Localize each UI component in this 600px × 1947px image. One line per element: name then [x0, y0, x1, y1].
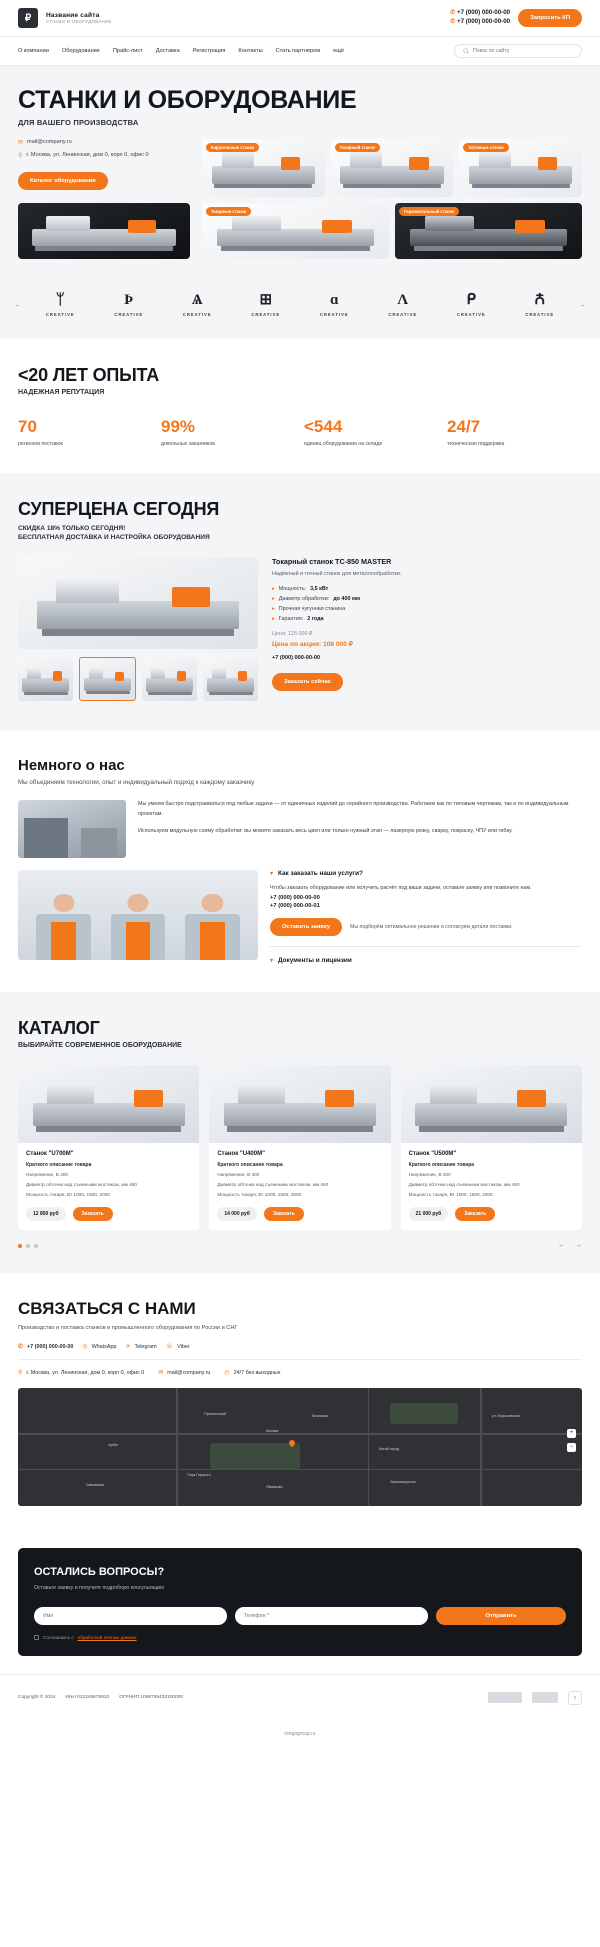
- contact-whatsapp-label: WhatsApp: [91, 1343, 117, 1350]
- mail-icon: ✉: [18, 139, 24, 146]
- footer-megagroup[interactable]: megagroup.ru: [284, 1730, 316, 1737]
- pin-icon: ⚲: [18, 152, 23, 159]
- questions-subtitle: Оставьте заявку и получите подробную консультацию: [34, 1585, 165, 1592]
- nav-item-delivery[interactable]: Доставка: [155, 48, 180, 54]
- footer-inn: ИНН 012345678910: [65, 1695, 110, 1701]
- header-phone-1-row[interactable]: [450, 9, 510, 18]
- stat-value: <544: [304, 416, 343, 436]
- brand-glyph-icon: ɑ: [329, 291, 339, 308]
- brand-glyph-icon: ⊞: [259, 291, 273, 308]
- superprice-main-image[interactable]: [18, 557, 258, 649]
- hero-info-column: [18, 139, 190, 197]
- catalog-title: КАТАЛОГ: [18, 1018, 100, 1039]
- building-shape: [24, 818, 67, 859]
- experience-section: [0, 339, 600, 473]
- spec-value: 2 года: [307, 616, 324, 623]
- payment-badge-icon-2: [532, 1692, 558, 1703]
- superprice-gallery: [18, 557, 258, 701]
- phone-icon: ✆: [450, 10, 456, 17]
- map-road: [368, 1388, 370, 1506]
- product-card-footer: [26, 1207, 191, 1221]
- stat-value: 70: [18, 416, 37, 436]
- stat-value: 24/7: [447, 416, 481, 436]
- search-box[interactable]: [454, 44, 582, 58]
- about-paragraph-2: Используем модульную схему обработки: вы можете заказать весь цикл или только нужный этап — лазерную резку, сварку, покраску, ЧПУ или гибку.: [138, 828, 513, 835]
- catalog-section: [0, 992, 600, 1273]
- brand-glyph-icon: Ꙉ: [534, 291, 546, 308]
- contact-email[interactable]: [158, 1369, 210, 1376]
- product-card-name: Станок "U700M": [26, 1151, 74, 1158]
- brand-caption: CREATIVE: [319, 311, 349, 317]
- search-input[interactable]: [473, 48, 573, 54]
- hero-columns: [18, 139, 582, 197]
- map-label: Замоскворечье: [390, 1480, 416, 1485]
- mail-icon: ✉: [158, 1370, 164, 1377]
- hero-email: mail@company.ru: [27, 139, 72, 145]
- brand-item[interactable]: [369, 293, 438, 317]
- machine-illustration: [18, 657, 73, 701]
- spec-row: [272, 586, 582, 592]
- product-card-spec-1: Напряжение, В 400: [217, 1172, 260, 1178]
- consent-text: Соглашаюсь с: [43, 1634, 74, 1640]
- product-card-spec-2: Диаметр обточки над съемными мостиком, мм 460: [408, 1182, 520, 1188]
- header-phone-1: +7 (000) 000-00-00: [456, 9, 511, 17]
- brand-caption: CREATIVE: [456, 311, 486, 317]
- experience-subtitle: НАДЕЖНАЯ РЕПУТАЦИЯ: [18, 388, 105, 396]
- catalog-next-arrow[interactable]: →: [575, 1242, 582, 1250]
- machine-illustration: [209, 1065, 390, 1143]
- contact-email-value: mail@company.ru: [167, 1369, 211, 1376]
- spec-value: 3,5 кВт: [310, 586, 329, 593]
- hero-feature-image[interactable]: [18, 203, 190, 259]
- leave-request-button[interactable]: Оставить заявку: [270, 918, 342, 936]
- brand-glyph-icon: ᑭ: [466, 291, 476, 308]
- hero-tile-horizontal[interactable]: [395, 203, 582, 259]
- carousel-dot[interactable]: [26, 1244, 30, 1248]
- product-card-spec-1: Напряжение, В 400: [26, 1172, 69, 1178]
- questions-block: [18, 1548, 582, 1655]
- spec-label: Мощность:: [278, 586, 307, 593]
- map-zoom-in-button[interactable]: +: [567, 1429, 576, 1438]
- hero-address: г. Москва, ул. Ленинская, дом 0, корп 0, офис 0: [26, 152, 149, 158]
- phone-input[interactable]: [235, 1607, 428, 1625]
- superprice-body: [18, 557, 582, 701]
- accordion-divider: [270, 946, 582, 947]
- accordion-title-2: Документы и лицензии: [278, 957, 352, 965]
- spec-row: [272, 596, 582, 602]
- hero-tile-tag: Токарные станки: [206, 207, 251, 216]
- map-label: ул. Моросовская: [491, 1414, 520, 1419]
- hero-section: [0, 66, 600, 277]
- hero-tile-tag: Заточные станки: [463, 143, 508, 152]
- product-card-spec-2: Диаметр обточки над съемными мостиком, мм 460: [26, 1182, 137, 1188]
- contact-address: [18, 1369, 144, 1376]
- product-card-name: Станок "U400M": [217, 1151, 265, 1158]
- promo-price: Цена по акции: 108 000 ₽: [272, 641, 353, 649]
- carousel-dot-active[interactable]: [18, 1244, 22, 1248]
- contact-telegram-label: Telegram: [134, 1343, 157, 1350]
- telegram-icon: ✈: [125, 1344, 131, 1351]
- brand-glyph-icon: ᛘ: [55, 291, 65, 308]
- hero-email-row[interactable]: [18, 139, 190, 146]
- catalog-subtitle: ВЫБИРАЙТЕ СОВРЕМЕННОЕ ОБОРУДОВАНИЕ: [18, 1042, 182, 1050]
- spec-row: [272, 616, 582, 622]
- phone-icon-2: ✆: [450, 19, 456, 25]
- order-button[interactable]: Заказать: [264, 1207, 304, 1221]
- map-label: Москва: [266, 1428, 279, 1433]
- old-price: Цена: 125 000 ₽: [272, 631, 313, 638]
- product-specs: [272, 586, 582, 622]
- product-description: Надёжный и точный станок для металлообработки.: [272, 571, 402, 578]
- product-card-spec-1: Напряжение, В 400: [408, 1172, 451, 1178]
- spec-value: до 400 мм: [333, 596, 360, 603]
- chevron-down-icon-2: ▾: [270, 958, 274, 965]
- brand-caption: CREATIVE: [388, 311, 418, 317]
- contact-line-2: [18, 1359, 582, 1376]
- about-phone-2[interactable]: +7 (000) 000-00-01: [270, 903, 320, 910]
- building-shape-2: [81, 828, 118, 858]
- stats-grid: [18, 418, 582, 447]
- worker-figure: [181, 894, 243, 961]
- contact-address-value: г. Москва, ул. Ленинская, дом 0, корп 0, офис 0: [26, 1369, 145, 1376]
- nav-item-partners[interactable]: Стать партнером: [275, 48, 321, 54]
- catalog-prev-arrow[interactable]: ←: [558, 1242, 565, 1250]
- order-button[interactable]: Заказать: [455, 1207, 495, 1221]
- product-card-body: [18, 1143, 199, 1230]
- product-card-body: [401, 1143, 582, 1230]
- contact-hours-value: 24/7 без выходных: [233, 1369, 281, 1376]
- product-card-caption: Краткого описание товара: [26, 1162, 92, 1169]
- hero-tile-grid: [202, 139, 582, 197]
- privacy-policy-link[interactable]: обработкой личных данных: [77, 1634, 137, 1640]
- superprice-cta-wrap: [272, 670, 582, 691]
- superprice-sub-line2: БЕСПЛАТНАЯ ДОСТАВКА И НАСТРОЙКА ОБОРУДОВАНИЯ: [18, 534, 210, 542]
- superprice-thumb[interactable]: [203, 657, 258, 701]
- machine-illustration: [401, 1065, 582, 1143]
- contact-viber[interactable]: [166, 1343, 190, 1350]
- machine-illustration: [18, 203, 190, 259]
- stat-label: довольных заказчиков: [161, 440, 215, 447]
- stat-label: техническая поддержка: [447, 440, 505, 447]
- brand-carousel: [0, 277, 600, 339]
- worker-figure: [107, 894, 169, 961]
- contact-phone[interactable]: [18, 1343, 73, 1350]
- brand-caption: CREATIVE: [525, 311, 555, 317]
- about-accordion: [270, 870, 582, 964]
- hero-subtitle: ДЛЯ ВАШЕГО ПРОИЗВОДСТВА: [18, 117, 139, 127]
- hero-title: СТАНКИ И ОБОРУДОВАНИЕ: [18, 86, 357, 114]
- stat-value: 99%: [161, 416, 196, 436]
- clock-icon: ◴: [224, 1370, 230, 1377]
- consent-checkbox[interactable]: [34, 1635, 39, 1640]
- top-bar: [0, 0, 600, 37]
- stat-item: [304, 418, 439, 447]
- superprice-thumb[interactable]: [142, 657, 197, 701]
- nav-item-registration[interactable]: Регистрация: [192, 48, 226, 54]
- superprice-section: [0, 473, 600, 732]
- brand-glyph-icon: Λ: [397, 291, 409, 308]
- brand-prev-arrow[interactable]: ←: [14, 300, 22, 309]
- brand-glyph-icon: Þ: [124, 291, 134, 308]
- map-road: [176, 1388, 178, 1506]
- brand-caption: CREATIVE: [114, 311, 144, 317]
- hero-tile-tag: Карусельные станки: [206, 143, 259, 152]
- stat-item: [161, 418, 296, 447]
- stat-item: [447, 418, 582, 447]
- product-card[interactable]: [401, 1065, 582, 1230]
- brand-caption: CREATIVE: [182, 311, 212, 317]
- brand-item[interactable]: [506, 293, 575, 317]
- map-park: [210, 1443, 300, 1469]
- superprice-thumbnails: [18, 657, 258, 701]
- stat-label: единиц оборудования на складе: [304, 440, 383, 447]
- catalog-button[interactable]: Каталог оборудования: [18, 172, 108, 190]
- contact-telegram[interactable]: [125, 1343, 156, 1350]
- experience-title: <20 ЛЕТ ОПЫТА: [18, 364, 159, 385]
- hero-tile-carousel-machines[interactable]: [202, 139, 325, 197]
- brand-item[interactable]: [95, 293, 164, 317]
- brand-item[interactable]: [437, 293, 506, 317]
- contact-viber-label: Viber: [177, 1343, 190, 1350]
- nav-item-pricelist[interactable]: Прайс-лист: [112, 48, 143, 54]
- brand-item[interactable]: [232, 293, 301, 317]
- nav-item-more[interactable]: ещё: [333, 48, 344, 54]
- payment-badge-icon: [488, 1692, 522, 1703]
- product-price: 12 850 руб: [26, 1207, 66, 1221]
- hero-tile-lathes[interactable]: [202, 203, 389, 259]
- footer-copyright: Copyright © 2024: [18, 1695, 56, 1701]
- bullet-icon: ▸: [272, 616, 275, 623]
- pin-icon: ⚲: [18, 1370, 23, 1377]
- about-text-column: [138, 800, 582, 858]
- product-card-name: Станок "U500M": [408, 1151, 457, 1158]
- about-subtitle: Мы объединяем технологии, опыт и индивидуальный подход к каждому заказчику: [18, 779, 255, 787]
- questions-form: [34, 1607, 566, 1625]
- header-phones: [450, 9, 510, 27]
- brand-item[interactable]: [26, 293, 95, 317]
- accordion-cta-row: [270, 918, 582, 936]
- product-card-body: [209, 1143, 390, 1230]
- map-label: Якиманка: [266, 1485, 283, 1490]
- chevron-down-icon: ▾: [270, 871, 274, 878]
- order-now-button[interactable]: Заказать сейчас: [272, 673, 343, 691]
- brand-item[interactable]: [300, 293, 369, 317]
- consent-row[interactable]: [34, 1635, 566, 1640]
- product-name: Токарный станок TC-850 MASTER: [272, 557, 392, 567]
- footer-ogrn: ОГРНИП 1098765432100000: [119, 1695, 184, 1701]
- spec-label: Диаметр обработки:: [278, 596, 330, 603]
- product-image: [18, 1065, 199, 1143]
- superprice-sub-line1: СКИДКА 18% ТОЛЬКО СЕГОДНЯ!: [18, 524, 126, 532]
- about-section: [0, 731, 600, 992]
- hero-tile-tag: Токарный станок: [335, 143, 381, 152]
- catalog-dots: [18, 1244, 38, 1248]
- contact-whatsapp[interactable]: [82, 1343, 116, 1350]
- bullet-icon: ▸: [272, 586, 275, 593]
- hero-address-row: [18, 152, 190, 159]
- contact-phone-value: +7 (000) 000-00-00: [27, 1343, 74, 1350]
- superprice-phone[interactable]: +7 (000) 000-00-00: [272, 655, 321, 662]
- product-card-spec-2: Диаметр обточки над съемными мостиком, мм 460: [217, 1182, 329, 1188]
- superprice-thumb[interactable]: [18, 657, 73, 701]
- machine-illustration: [18, 557, 258, 649]
- spec-label: Гарантия:: [278, 616, 304, 623]
- product-card-spec-3: Мощность токаря, Вт 1000, 1500, 2000: [408, 1192, 493, 1198]
- catalog-carousel-nav: [18, 1242, 582, 1249]
- product-card-caption: Краткого описание товара: [408, 1162, 475, 1169]
- site-logo-icon[interactable]: [18, 8, 38, 28]
- nav-item-contacts[interactable]: Контакты: [238, 48, 263, 54]
- about-facility-image: [18, 800, 126, 858]
- name-input[interactable]: [34, 1607, 227, 1625]
- header-phone-2-row[interactable]: [450, 18, 510, 27]
- machine-illustration: [142, 657, 197, 701]
- accordion-note: Мы подберём оптимальное решение и согласуем детали поставки.: [350, 924, 513, 931]
- hero-cta-wrap: [18, 169, 190, 190]
- map-label: Парк Горького: [187, 1473, 211, 1478]
- hero-bottom-tiles: [202, 203, 582, 259]
- stat-item: [18, 418, 153, 447]
- superprice-subtitle: [18, 524, 582, 544]
- machine-illustration: [18, 1065, 199, 1143]
- contact-subtitle: Производство и поставка станков и промышленного оборудования по России и СНГ: [18, 1325, 238, 1332]
- map-road: [18, 1469, 582, 1471]
- superprice-thumb-selected[interactable]: [79, 657, 136, 701]
- hero-tile-grinding[interactable]: [459, 139, 582, 197]
- stat-label: регионов поставок: [18, 440, 63, 447]
- phone-icon: ✆: [18, 1344, 24, 1351]
- accordion-title-1: Как заказать наши услуги?: [278, 870, 363, 878]
- contact-hours: [224, 1369, 280, 1376]
- map-label: Арбат: [108, 1442, 119, 1447]
- site-logo-text[interactable]: [46, 12, 112, 25]
- map-road: [480, 1388, 482, 1506]
- request-quote-button[interactable]: Запросить КП: [518, 9, 582, 27]
- whatsapp-icon: ◎: [82, 1344, 88, 1351]
- map-zoom-out-button[interactable]: −: [567, 1443, 576, 1452]
- product-image: [209, 1065, 390, 1143]
- worker-figure: [32, 894, 94, 961]
- header-phone-2: +7 (000) 000-00-00: [456, 18, 511, 25]
- product-image: [401, 1065, 582, 1143]
- product-price: 21 000 руб: [409, 1207, 449, 1221]
- order-button[interactable]: Заказать: [73, 1207, 113, 1221]
- hero-tile-tag: Горизонтальный станок: [399, 207, 459, 216]
- superprice-title: СУПЕРЦЕНА СЕГОДНЯ: [18, 498, 220, 519]
- contact-map[interactable]: [18, 1388, 582, 1506]
- spec-row: [272, 606, 582, 612]
- brand-caption: CREATIVE: [45, 311, 75, 317]
- catalog-cards: [18, 1065, 582, 1230]
- footer: [0, 1674, 600, 1721]
- viber-icon: ☏: [165, 1344, 174, 1351]
- product-card[interactable]: [18, 1065, 199, 1230]
- superprice-details: [272, 557, 582, 701]
- hero-tile-lathe[interactable]: [331, 139, 454, 197]
- brand-next-arrow[interactable]: →: [578, 300, 586, 309]
- map-road: [18, 1433, 582, 1435]
- nav-item-equipment[interactable]: Оборудование: [61, 48, 100, 54]
- bullet-icon: ▸: [272, 606, 275, 613]
- map-label: Хамовники: [85, 1482, 105, 1487]
- site-subtitle: СТАНКИ И ОБОРУДОВАНИЕ: [46, 19, 112, 25]
- map-label: Китай-город: [378, 1447, 400, 1452]
- product-card-footer: [409, 1207, 574, 1221]
- product-card-caption: Краткого описание товара: [217, 1162, 283, 1169]
- map-label: Пресненский: [204, 1412, 226, 1417]
- machine-illustration: [80, 658, 135, 700]
- catalog-arrows: [558, 1242, 582, 1249]
- about-title: Немного о нас: [18, 757, 125, 775]
- hero-bottom-row: [18, 203, 582, 259]
- product-card[interactable]: [209, 1065, 390, 1230]
- about-row-1: [18, 800, 582, 858]
- search-icon: [463, 48, 469, 54]
- questions-title: ОСТАЛИСЬ ВОПРОСЫ?: [34, 1566, 165, 1579]
- about-row-2: [18, 870, 582, 964]
- about-phone-1[interactable]: +7 (000) 000-00-00: [270, 895, 320, 902]
- brand-item[interactable]: [163, 293, 232, 317]
- spec-label: Прочная чугунная станина: [278, 606, 346, 613]
- contact-title: СВЯЗАТЬСЯ С НАМИ: [18, 1299, 196, 1319]
- accordion-body-1: Чтобы заказать оборудование или получить расчёт под ваши задачи, оставьте заявку или позвоните нам.: [270, 885, 532, 892]
- bullet-icon: ▸: [272, 596, 275, 603]
- submit-button[interactable]: Отправить: [436, 1607, 566, 1625]
- product-card-spec-3: Мощность токаря, Вт 1000, 1500, 2000: [26, 1192, 110, 1198]
- scroll-to-top-button[interactable]: ↑: [568, 1691, 582, 1705]
- accordion-item-how-to-order[interactable]: [270, 870, 582, 877]
- product-price: 14 000 руб: [217, 1207, 257, 1221]
- product-card-spec-3: Мощность токаря, Вт 1000, 1500, 2000: [217, 1192, 302, 1198]
- accordion-item-documents[interactable]: [270, 957, 582, 964]
- map-park: [390, 1403, 458, 1424]
- contact-line-1: [18, 1343, 582, 1350]
- map-label: Таганская: [311, 1414, 328, 1419]
- about-paragraph-1: Мы умеем быстро подстраиваться под любые задачи — от единичных изделий до серийного производства. Работаем как по типовым чертежам, так и по индивидуальным проектам.: [138, 801, 569, 817]
- brand-caption: CREATIVE: [251, 311, 281, 317]
- machine-illustration: [203, 657, 258, 701]
- brand-glyph-icon: Ѧ: [191, 291, 203, 308]
- main-nav: [0, 37, 600, 66]
- contact-section: [0, 1273, 600, 1530]
- about-team-image: [18, 870, 258, 960]
- nav-item-about[interactable]: О компании: [18, 48, 49, 54]
- product-card-footer: [217, 1207, 382, 1221]
- site-title: Название сайта: [46, 11, 100, 19]
- carousel-dot[interactable]: [34, 1244, 38, 1248]
- logo-glyph: ₽: [24, 12, 32, 24]
